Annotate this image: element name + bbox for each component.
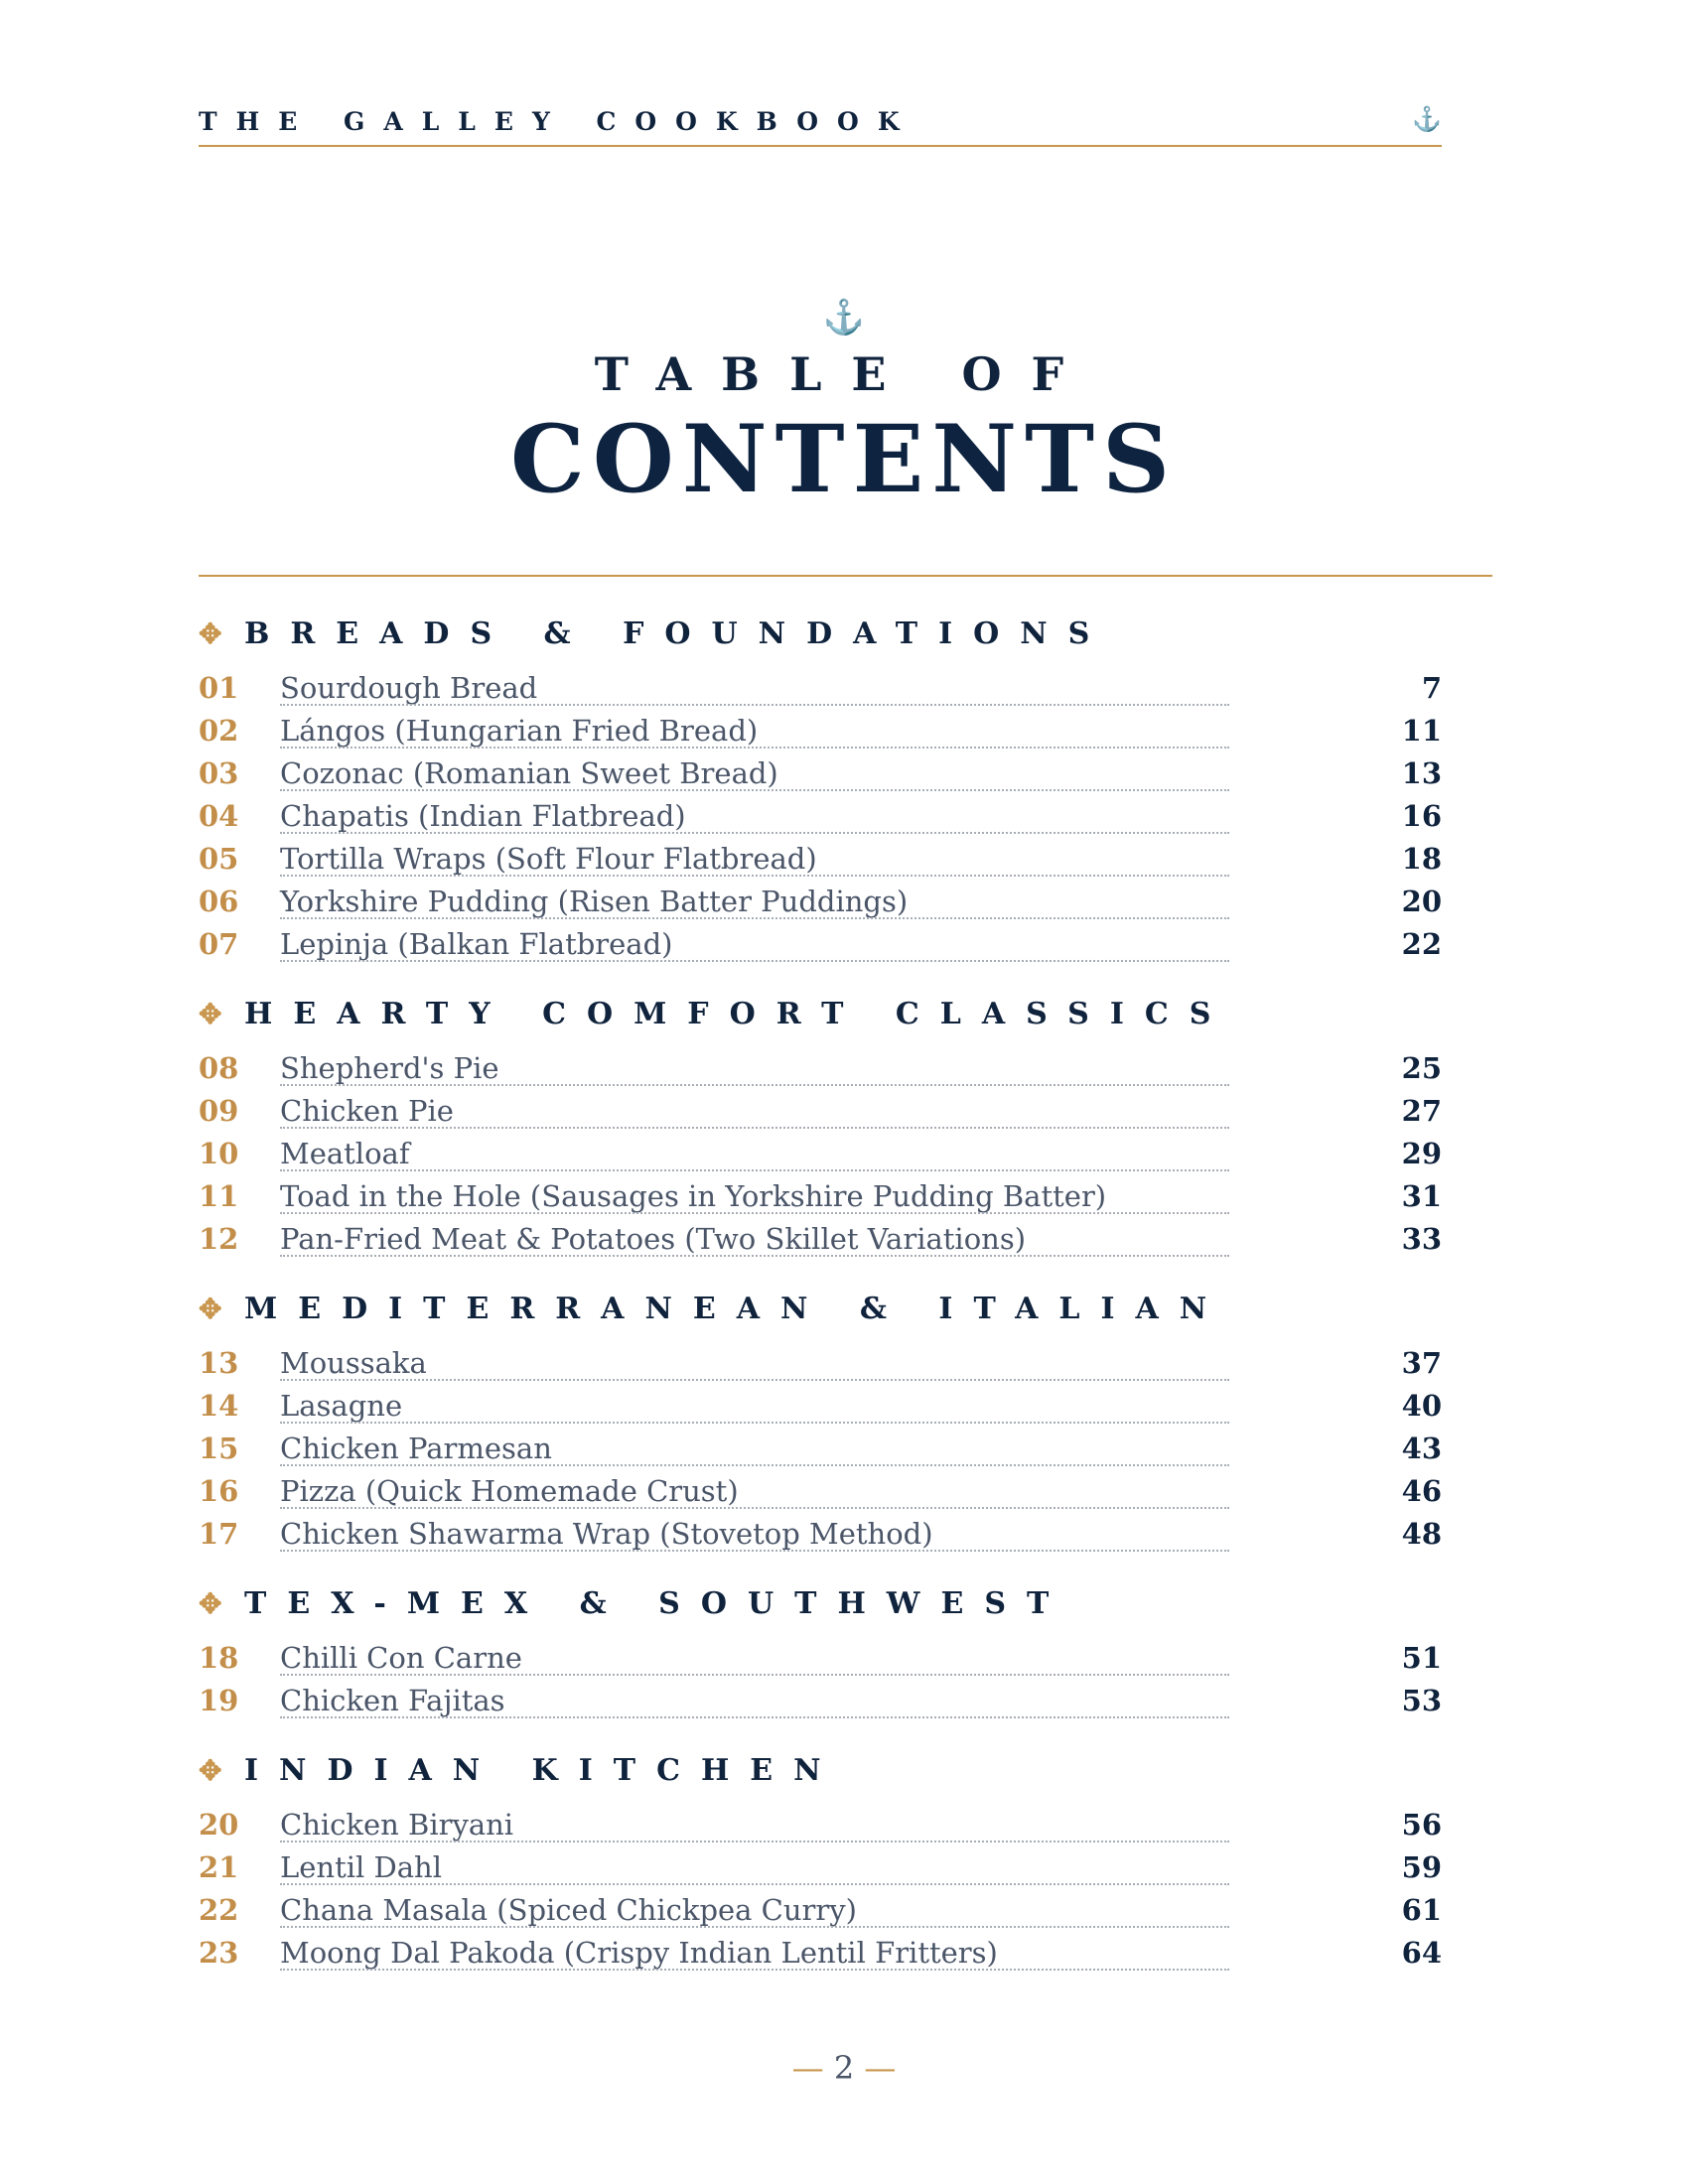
entry-title: Lasagne — [280, 1389, 403, 1423]
entry-title: Chicken Pie — [280, 1094, 454, 1128]
toc-entry[interactable] — [199, 1340, 1442, 1383]
entry-page-number: 11 — [1401, 714, 1442, 748]
entry-title: Moong Dal Pakoda (Crispy Indian Lentil Fritters) — [280, 1936, 998, 1970]
entry-page-number: 13 — [1401, 756, 1442, 790]
entry-title: Chicken Shawarma Wrap (Stovetop Method) — [280, 1517, 933, 1551]
entry-number: 02 — [199, 714, 239, 748]
entry-title: Lentil Dahl — [280, 1850, 443, 1884]
section-heading — [199, 1742, 1442, 1798]
entry-page-number: 18 — [1401, 842, 1442, 876]
entry-title: Toad in the Hole (Sausages in Yorkshire Pudding Batter) — [280, 1179, 1107, 1213]
entry-number: 15 — [199, 1432, 239, 1465]
entry-page-number: 64 — [1401, 1936, 1442, 1970]
entry-page-number: 25 — [1401, 1051, 1442, 1085]
toc-entry[interactable] — [199, 1468, 1442, 1511]
toc-entry[interactable] — [199, 1045, 1442, 1088]
toc-entry[interactable] — [199, 921, 1442, 964]
entry-title: Sourdough Bread — [280, 671, 538, 705]
dotted-leader — [280, 960, 1229, 962]
entry-title: Pizza (Quick Homemade Crust) — [280, 1474, 739, 1508]
entry-title: Lepinja (Balkan Flatbread) — [280, 927, 673, 961]
dotted-leader — [280, 1212, 1229, 1214]
entry-title: Shepherd's Pie — [280, 1051, 499, 1085]
entry-page-number: 37 — [1401, 1346, 1442, 1380]
toc-entry[interactable] — [199, 665, 1442, 708]
ornament-icon: ✥ — [199, 1292, 222, 1325]
entry-number: 23 — [199, 1936, 239, 1970]
section-title: MEDITERRANEAN & ITALIAN — [244, 1291, 1228, 1326]
toc-entry[interactable] — [199, 1678, 1442, 1720]
toc-entry[interactable] — [199, 879, 1442, 921]
entry-page-number: 29 — [1401, 1137, 1442, 1170]
entry-title: Chicken Parmesan — [280, 1432, 552, 1465]
entry-page-number: 56 — [1401, 1808, 1442, 1842]
footer-dash-left: — — [791, 2049, 824, 2087]
anchor-icon: ⚓ — [822, 298, 866, 338]
entry-page-number: 46 — [1401, 1474, 1442, 1508]
entry-number: 17 — [199, 1517, 239, 1551]
dotted-leader — [280, 1422, 1229, 1424]
dotted-leader — [280, 789, 1229, 791]
entry-number: 21 — [199, 1850, 239, 1884]
toc-section — [199, 986, 1442, 1259]
entry-page-number: 43 — [1401, 1432, 1442, 1465]
dotted-leader — [280, 1379, 1229, 1381]
entry-title: Yorkshire Pudding (Risen Batter Puddings) — [280, 885, 909, 918]
entry-title: Pan-Fried Meat & Potatoes (Two Skillet Variations) — [280, 1222, 1027, 1256]
dotted-leader — [280, 1507, 1229, 1509]
section-heading — [199, 606, 1442, 661]
table-of-contents — [199, 606, 1442, 1994]
dotted-leader — [280, 1084, 1229, 1086]
toc-entry[interactable] — [199, 836, 1442, 879]
toc-entry[interactable] — [199, 1511, 1442, 1554]
toc-entry[interactable] — [199, 708, 1442, 751]
entry-number: 18 — [199, 1641, 239, 1675]
toc-entry[interactable] — [199, 1173, 1442, 1216]
divider — [199, 575, 1492, 577]
footer-dash-right: — — [864, 2049, 897, 2087]
entry-title: Tortilla Wraps (Soft Flour Flatbread) — [280, 842, 817, 876]
entry-page-number: 59 — [1401, 1850, 1442, 1884]
entry-page-number: 40 — [1401, 1389, 1442, 1423]
entry-page-number: 16 — [1401, 799, 1442, 833]
entry-number: 06 — [199, 885, 239, 918]
section-heading — [199, 986, 1442, 1041]
toc-entry[interactable] — [199, 1844, 1442, 1887]
entry-number: 10 — [199, 1137, 239, 1170]
dotted-leader — [280, 1127, 1229, 1129]
toc-entry[interactable] — [199, 793, 1442, 836]
page-number: 2 — [833, 2049, 855, 2087]
section-title: INDIAN KITCHEN — [244, 1752, 842, 1788]
dotted-leader — [280, 1883, 1229, 1885]
toc-entry[interactable] — [199, 1131, 1442, 1173]
toc-section — [199, 1742, 1442, 1973]
section-heading — [199, 1575, 1442, 1631]
entry-number: 13 — [199, 1346, 239, 1380]
page-title-line1: TABLE OF — [594, 347, 1094, 401]
entry-page-number: 51 — [1401, 1641, 1442, 1675]
section-heading — [199, 1281, 1442, 1336]
ornament-icon: ✥ — [199, 997, 222, 1030]
entry-page-number: 48 — [1401, 1517, 1442, 1551]
entry-title: Moussaka — [280, 1346, 427, 1380]
dotted-leader — [280, 1169, 1229, 1171]
entry-number: 09 — [199, 1094, 239, 1128]
entry-number: 14 — [199, 1389, 239, 1423]
dotted-leader — [280, 1674, 1229, 1676]
page-footer — [0, 2049, 1688, 2087]
entry-number: 16 — [199, 1474, 239, 1508]
entry-number: 05 — [199, 842, 239, 876]
toc-entry[interactable] — [199, 1426, 1442, 1468]
toc-section — [199, 606, 1442, 964]
entry-title: Lángos (Hungarian Fried Bread) — [280, 714, 759, 748]
entry-number: 07 — [199, 927, 239, 961]
entry-title: Meatloaf — [280, 1137, 410, 1170]
entry-number: 08 — [199, 1051, 239, 1085]
page-title: CONTENTS — [510, 405, 1178, 514]
toc-entry[interactable] — [199, 1088, 1442, 1131]
running-header — [199, 103, 1442, 147]
entry-title: Chicken Biryani — [280, 1808, 514, 1842]
entry-page-number: 7 — [1421, 671, 1442, 705]
entry-page-number: 27 — [1401, 1094, 1442, 1128]
dotted-leader — [280, 704, 1229, 706]
entry-number: 19 — [199, 1684, 239, 1717]
toc-section — [199, 1281, 1442, 1554]
dotted-leader — [280, 1255, 1229, 1257]
entry-number: 20 — [199, 1808, 239, 1842]
ornament-icon: ✥ — [199, 1586, 222, 1620]
dotted-leader — [280, 1716, 1229, 1718]
entry-number: 22 — [199, 1893, 239, 1927]
entry-title: Chapatis (Indian Flatbread) — [280, 799, 686, 833]
entry-page-number: 20 — [1401, 885, 1442, 918]
entry-page-number: 61 — [1401, 1893, 1442, 1927]
dotted-leader — [280, 1969, 1229, 1971]
dotted-leader — [280, 832, 1229, 834]
section-title: HEARTY COMFORT CLASSICS — [244, 996, 1232, 1031]
toc-entry[interactable] — [199, 1383, 1442, 1426]
dotted-leader — [280, 875, 1229, 877]
entry-number: 01 — [199, 671, 239, 705]
dotted-leader — [280, 1464, 1229, 1466]
entry-title: Chicken Fajitas — [280, 1684, 505, 1717]
toc-entry[interactable] — [199, 751, 1442, 793]
anchor-icon: ⚓ — [1412, 105, 1442, 133]
dotted-leader — [280, 1926, 1229, 1928]
entry-page-number: 31 — [1401, 1179, 1442, 1213]
toc-entry[interactable] — [199, 1216, 1442, 1259]
dotted-leader — [280, 917, 1229, 919]
ornament-icon: ✥ — [199, 616, 222, 650]
toc-entry[interactable] — [199, 1635, 1442, 1678]
dotted-leader — [280, 1841, 1229, 1843]
entry-title: Chilli Con Carne — [280, 1641, 522, 1675]
toc-section — [199, 1575, 1442, 1720]
toc-entry[interactable] — [199, 1802, 1442, 1844]
entry-number: 04 — [199, 799, 239, 833]
dotted-leader — [280, 747, 1229, 749]
toc-entry[interactable] — [199, 1930, 1442, 1973]
entry-page-number: 33 — [1401, 1222, 1442, 1256]
ornament-icon: ✥ — [199, 1753, 222, 1787]
toc-entry[interactable] — [199, 1887, 1442, 1930]
entry-number: 03 — [199, 756, 239, 790]
entry-number: 11 — [199, 1179, 239, 1213]
entry-page-number: 53 — [1401, 1684, 1442, 1717]
entry-title: Chana Masala (Spiced Chickpea Curry) — [280, 1893, 857, 1927]
entry-title: Cozonac (Romanian Sweet Bread) — [280, 756, 778, 790]
section-title: BREADS & FOUNDATIONS — [244, 615, 1111, 651]
entry-number: 12 — [199, 1222, 239, 1256]
dotted-leader — [280, 1550, 1229, 1552]
section-title: TEX-MEX & SOUTHWEST — [244, 1585, 1070, 1621]
entry-page-number: 22 — [1401, 927, 1442, 961]
book-title: THE GALLEY COOKBOOK — [199, 107, 918, 136]
